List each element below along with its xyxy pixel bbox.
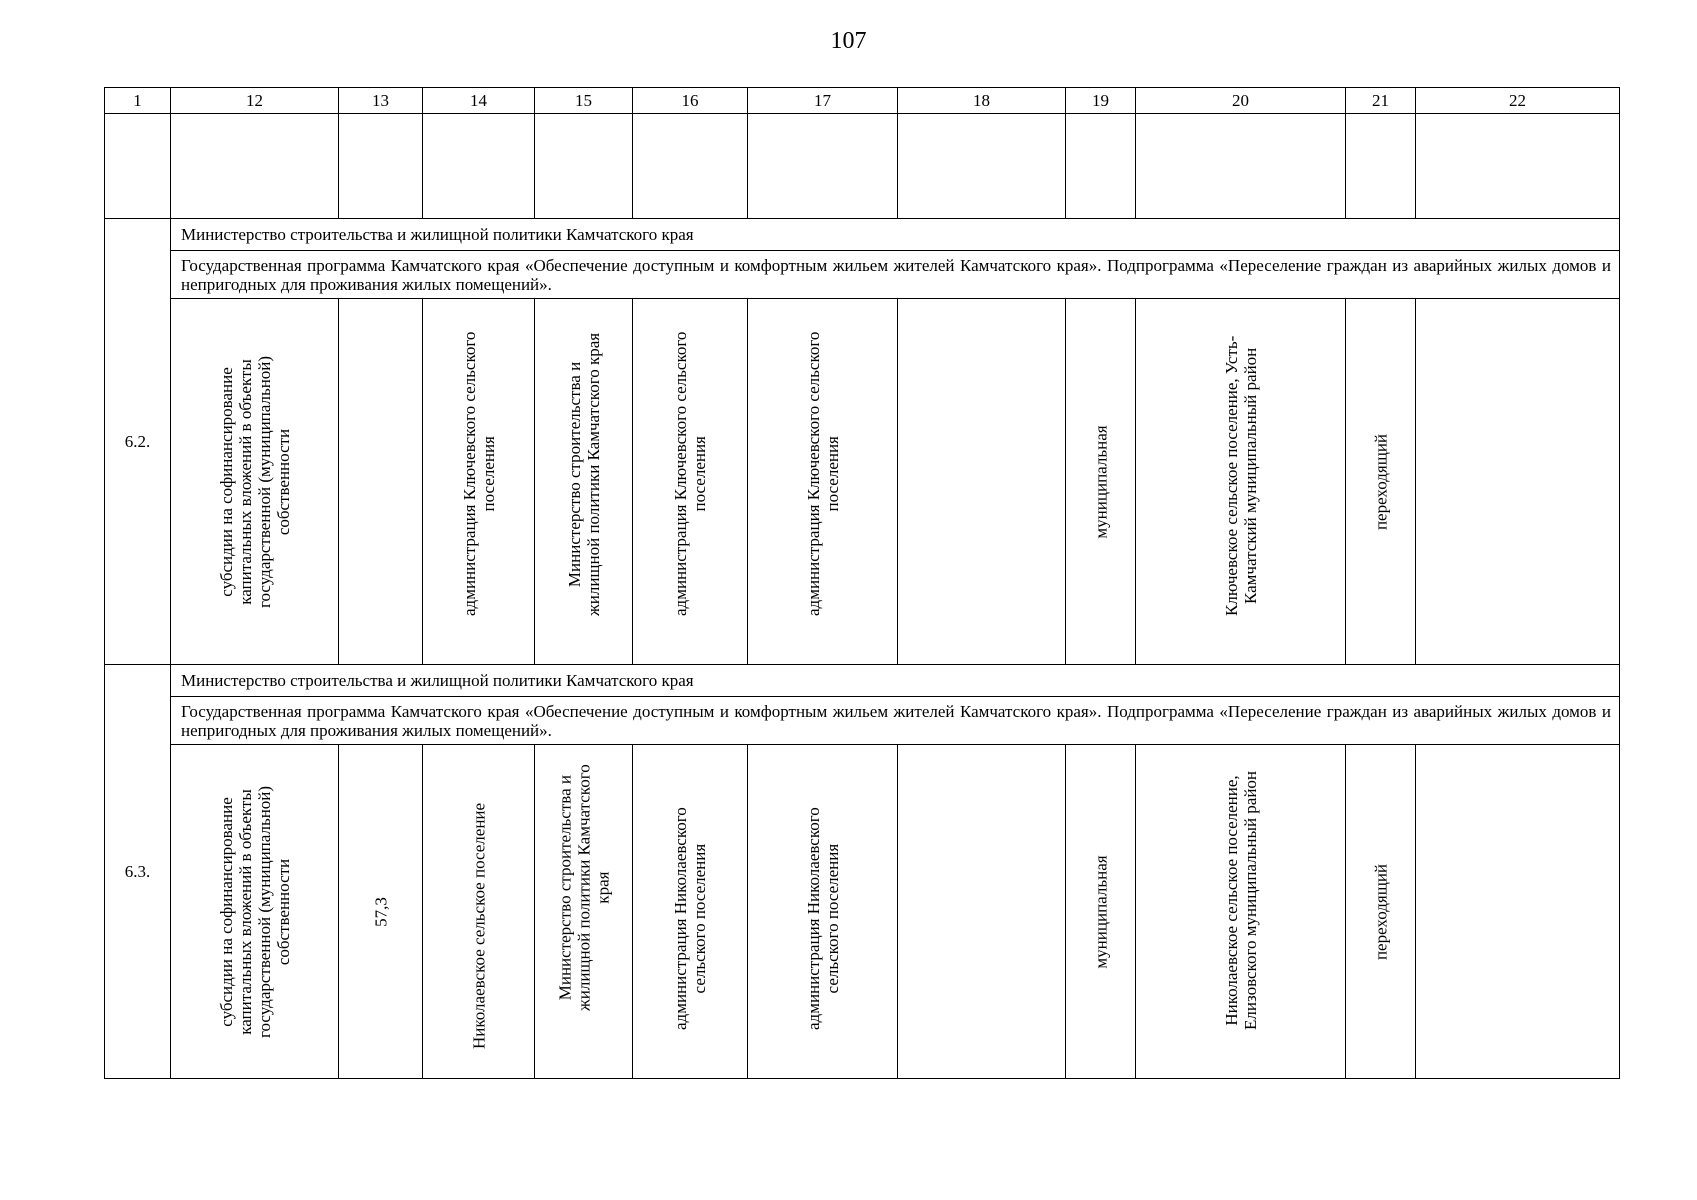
funding-type-text bbox=[217, 355, 293, 607]
text-line: капитальных вложений в объекты bbox=[235, 788, 255, 1035]
text-line: государственной (муниципальной) bbox=[254, 785, 274, 1038]
header-cell: 22 bbox=[1416, 88, 1620, 114]
developer-cell bbox=[748, 745, 898, 1079]
text-line: поселения bbox=[822, 436, 842, 512]
text-line: Камчатский муниципальный район bbox=[1240, 347, 1260, 604]
text-line: сельского поселения bbox=[822, 843, 842, 994]
document-table bbox=[104, 87, 1620, 1079]
blank-cell bbox=[535, 114, 633, 219]
blank-cell bbox=[105, 114, 171, 219]
ownership-text: муниципальная bbox=[1091, 854, 1110, 969]
section-details-row bbox=[105, 299, 1620, 665]
blank-cell bbox=[339, 114, 423, 219]
value-cell bbox=[339, 745, 423, 1079]
header-cell: 12 bbox=[171, 88, 339, 114]
page-number: 107 bbox=[830, 28, 867, 54]
blank-cell bbox=[748, 114, 898, 219]
header-cell: 17 bbox=[748, 88, 898, 114]
text-line: субсидии на софинансирование bbox=[216, 366, 236, 597]
status-text: переходящий bbox=[1371, 863, 1390, 960]
header-cell: 21 bbox=[1346, 88, 1416, 114]
status-cell bbox=[1346, 745, 1416, 1079]
ownership-cell bbox=[1066, 299, 1136, 665]
text-line: поселения bbox=[690, 436, 709, 512]
recipient-cell bbox=[633, 299, 748, 665]
text-line: администрация Ключевского сельского bbox=[671, 331, 690, 616]
program-name: Государственная программа Камчатского края «Обеспечение доступным и комфортным жильем жителей Камчатского края». Подпрограмма «Переселение граждан из аварийных жилых домов и непригодных для проживания жилых помещений». bbox=[171, 251, 1620, 299]
text-line: жилищной политики Камчатского края bbox=[583, 332, 603, 616]
header-cell: 20 bbox=[1136, 88, 1346, 114]
text-line: Министерство строительства и bbox=[555, 775, 574, 1001]
header-cell: 14 bbox=[423, 88, 535, 114]
blank-cell bbox=[423, 114, 535, 219]
blank-row bbox=[105, 114, 1620, 219]
text-line: Николаевское сельское поселение, bbox=[1221, 775, 1241, 1026]
text-line: собственности bbox=[273, 428, 293, 535]
value-text: 57,3 bbox=[371, 896, 390, 927]
developer-text bbox=[804, 807, 842, 1030]
section-program-row bbox=[105, 251, 1620, 299]
text-line: администрация Ключевского сельского bbox=[459, 331, 479, 616]
funding-type-text bbox=[217, 785, 293, 1037]
header-cell: 15 bbox=[535, 88, 633, 114]
developer-text bbox=[804, 332, 842, 616]
section-program-row bbox=[105, 697, 1620, 745]
customer-text bbox=[460, 332, 498, 616]
header-cell: 1 bbox=[105, 88, 171, 114]
header-cell: 16 bbox=[633, 88, 748, 114]
section-number: 6.2. bbox=[105, 219, 171, 665]
blank-cell bbox=[171, 114, 339, 219]
recipient-cell bbox=[633, 745, 748, 1079]
text-line: жилищной политики Камчатского bbox=[574, 764, 593, 1011]
text-line: капитальных вложений в объекты bbox=[235, 358, 255, 605]
text-line: Ключевское сельское поселение, Усть- bbox=[1221, 335, 1241, 616]
section-ministry-row bbox=[105, 219, 1620, 251]
empty-cell bbox=[898, 745, 1066, 1079]
text-line: администрация Николаевского bbox=[671, 807, 690, 1030]
empty-cell bbox=[1416, 745, 1620, 1079]
text-line: Министерство строительства и bbox=[564, 361, 584, 588]
funding-type-cell bbox=[171, 745, 339, 1079]
blank-cell bbox=[1346, 114, 1416, 219]
ownership-text: муниципальная bbox=[1091, 424, 1110, 539]
blank-cell bbox=[1066, 114, 1136, 219]
text-line: государственной (муниципальной) bbox=[254, 355, 274, 608]
customer-text bbox=[469, 803, 488, 1049]
administrator-text bbox=[555, 764, 612, 1011]
administrator-cell bbox=[535, 299, 633, 665]
blank-cell bbox=[898, 114, 1066, 219]
empty-cell bbox=[1416, 299, 1620, 665]
text-line: администрация Николаевского bbox=[803, 807, 823, 1030]
ministry-name: Министерство строительства и жилищной политики Камчатского края bbox=[171, 665, 1620, 697]
section-number: 6.3. bbox=[105, 665, 171, 1079]
funding-type-cell bbox=[171, 299, 339, 665]
ownership-cell bbox=[1066, 745, 1136, 1079]
text-line: поселения bbox=[478, 436, 498, 512]
location-cell bbox=[1136, 299, 1346, 665]
developer-cell bbox=[748, 299, 898, 665]
text-line: Николаевское сельское поселение bbox=[469, 802, 488, 1049]
blank-cell bbox=[1416, 114, 1620, 219]
text-line: администрация Ключевского сельского bbox=[803, 331, 823, 616]
customer-cell bbox=[423, 745, 535, 1079]
location-cell bbox=[1136, 745, 1346, 1079]
location-text bbox=[1222, 336, 1260, 616]
text-line: сельского поселения bbox=[690, 843, 709, 994]
blank-cell bbox=[1136, 114, 1346, 219]
header-cell: 13 bbox=[339, 88, 423, 114]
text-line: субсидии на софинансирование bbox=[216, 796, 236, 1027]
recipient-text bbox=[671, 332, 709, 616]
administrator-cell bbox=[535, 745, 633, 1079]
header-row bbox=[105, 88, 1620, 114]
status-cell bbox=[1346, 299, 1416, 665]
section-ministry-row bbox=[105, 665, 1620, 697]
blank-cell bbox=[633, 114, 748, 219]
customer-cell bbox=[423, 299, 535, 665]
recipient-text bbox=[671, 807, 709, 1030]
header-cell: 18 bbox=[898, 88, 1066, 114]
empty-cell bbox=[898, 299, 1066, 665]
header-cell: 19 bbox=[1066, 88, 1136, 114]
value-cell bbox=[339, 299, 423, 665]
program-name: Государственная программа Камчатского края «Обеспечение доступным и комфортным жильем жителей Камчатского края». Подпрограмма «Переселение граждан из аварийных жилых домов и непригодных для проживания жилых помещений». bbox=[171, 697, 1620, 745]
text-line: края bbox=[593, 871, 612, 904]
administrator-text bbox=[565, 333, 603, 616]
text-line: собственности bbox=[273, 858, 293, 965]
status-text: переходящий bbox=[1371, 433, 1390, 530]
ministry-name: Министерство строительства и жилищной политики Камчатского края bbox=[171, 219, 1620, 251]
location-text bbox=[1222, 771, 1260, 1030]
text-line: Елизовского муниципальный район bbox=[1240, 770, 1260, 1030]
section-details-row bbox=[105, 745, 1620, 1079]
